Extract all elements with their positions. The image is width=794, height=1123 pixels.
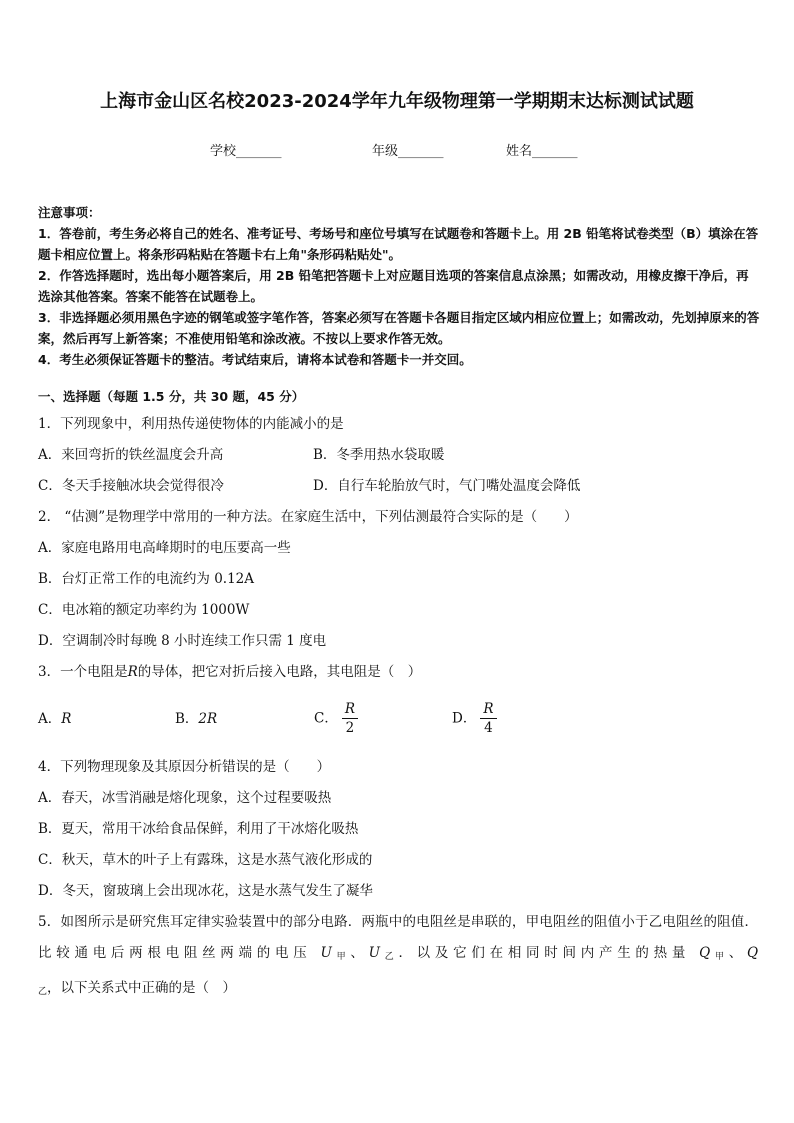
note-item-2: 2．作答选择题时，选出每小题答案后，用 2B 铅笔把答题卡上对应题目选项的答案信息点涂黑；如需改动，用橡皮擦干净后，再选涂其他答案。答案不能答在试题卷上。: [38, 268, 749, 304]
q1-option-c: C．冬天手接触冰块会觉得很冷: [38, 478, 224, 494]
note-item-3: 3．非选择题必须用黑色字迹的钢笔或签字笔作答，答案必须写在答题卡各题目指定区域内相应位置上；如需改动，先划掉原来的答案，然后再写上新答案；不准使用铅笔和涂改液。不按以上要求作答无效。: [38, 310, 760, 346]
q3-stem-a: 3．一个电阻是: [38, 664, 128, 680]
q3-option-d: [452, 700, 497, 737]
exam-title: 上海市金山区名校2023-2024学年九年级物理第一学期期末达标测试试题: [100, 91, 694, 112]
q4-option-c: C．秋天，草木的叶子上有露珠，这是水蒸气液化形成的: [38, 852, 373, 868]
note-item-1: 1．答卷前，考生务必将自己的姓名、准考证号、考场号和座位号填写在试题卷和答题卡上。用 2B 铅笔将试卷类型（B）填涂在答题卡相应位置上。将条形码粘贴在答题卡右上角"条形码粘贴处"。: [38, 226, 759, 262]
q5-q-jia-sub: 甲: [710, 952, 729, 962]
name-field[interactable]: 姓名_______: [506, 144, 578, 159]
q2-option-d: D．空调制冷时每晚 8 小时连续工作只需 1 度电: [38, 633, 327, 649]
q2-option-c: C．电冰箱的额定功率约为 1000W: [38, 602, 250, 618]
q5-text: [38, 907, 758, 1008]
q4-stem: 4．下列物理现象及其原因分析错误的是（ ）: [38, 759, 331, 775]
q5-q-yi: Q: [746, 945, 759, 961]
q1-option-d: D．自行车轮胎放气时，气门嘴处温度会降低: [313, 478, 581, 494]
q4-option-b: B．夏天，常用干冰给食品保鲜，利用了干冰熔化吸热: [38, 821, 359, 837]
q2-option-b: B．台灯正常工作的电流约为 0.12A: [38, 571, 255, 587]
q3-option-c-numerator: R: [342, 700, 358, 719]
q3-option-a-label: A．: [38, 711, 62, 727]
q3-option-b: [175, 709, 217, 729]
q5-sep-1: 、: [350, 945, 369, 961]
q3-option-c-denominator: 2: [345, 720, 355, 736]
q5-u-jia-sub: 甲: [331, 952, 351, 962]
exam-notes: [38, 202, 760, 370]
q4-option-a: A．春天，冰雪消融是熔化现象，这个过程要吸热: [38, 790, 332, 806]
q5-text-b: ．以及它们在相同时间内产生的热量: [398, 945, 691, 961]
q3-option-d-label: D．: [452, 710, 477, 727]
q4-option-d: D．冬天，窗玻璃上会出现冰花，这是水蒸气发生了凝华: [38, 883, 373, 899]
q5-text-a: 5．如图所示是研究焦耳定律实验装置中的部分电路．两瓶中的电阻丝是串联的，甲电阻丝的阻值小于乙电阻丝的阻值．比较通电后两根电阻丝两端的电压: [38, 914, 758, 961]
q5-text-c: ，以下关系式中正确的是（ ）: [47, 980, 237, 996]
q3-stem-b: 的导体，把它对折后接入电路，其电阻是（ ）: [137, 664, 422, 680]
q5-q-yi-sub: 乙: [38, 987, 48, 997]
q3-option-a: [38, 709, 71, 729]
q3-option-b-value: 2R: [198, 711, 218, 727]
grade-field[interactable]: 年级_______: [372, 144, 444, 159]
q3-option-a-value: R: [61, 711, 72, 727]
q3-option-c-label: C．: [314, 710, 338, 727]
school-field[interactable]: 学校_______: [210, 144, 282, 159]
q5-u-yi-sub: 乙: [379, 952, 399, 962]
note-item-4: 4．考生必须保证答题卡的整洁。考试结束后，请将本试卷和答题卡一并交回。: [38, 352, 472, 367]
q3-stem: [38, 662, 421, 682]
q2-stem: 2． “估测”是物理学中常用的一种方法。在家庭生活中，下列估测最符合实际的是（ ）: [38, 509, 578, 525]
student-info-fields: [0, 140, 794, 160]
notes-heading: 注意事项：: [38, 205, 101, 220]
q3-option-d-numerator: R: [480, 700, 496, 719]
q1-stem: 1．下列现象中，利用热传递使物体的内能减小的是: [38, 416, 344, 432]
q5-q-jia: Q: [699, 945, 711, 961]
q2-option-a: A．家庭电路用电高峰期时的电压要高一些: [38, 540, 291, 556]
q1-option-a: A．来回弯折的铁丝温度会升高: [38, 447, 224, 463]
q3-option-c: [314, 700, 358, 737]
section-heading: 一、选择题（每题 1.5 分，共 30 题，45 分）: [38, 389, 305, 404]
q5-sep-2: 、: [728, 945, 747, 961]
q1-option-b: B．冬季用热水袋取暖: [313, 447, 445, 463]
q5-u-yi: U: [368, 945, 380, 961]
q5-u-jia: U: [320, 945, 332, 961]
q3-option-c-fraction: [342, 700, 358, 737]
q3-var-r: R: [127, 664, 138, 680]
q3-option-d-fraction: [480, 700, 496, 737]
q3-option-b-label: B．: [175, 711, 199, 727]
q3-option-d-denominator: 4: [484, 720, 493, 736]
